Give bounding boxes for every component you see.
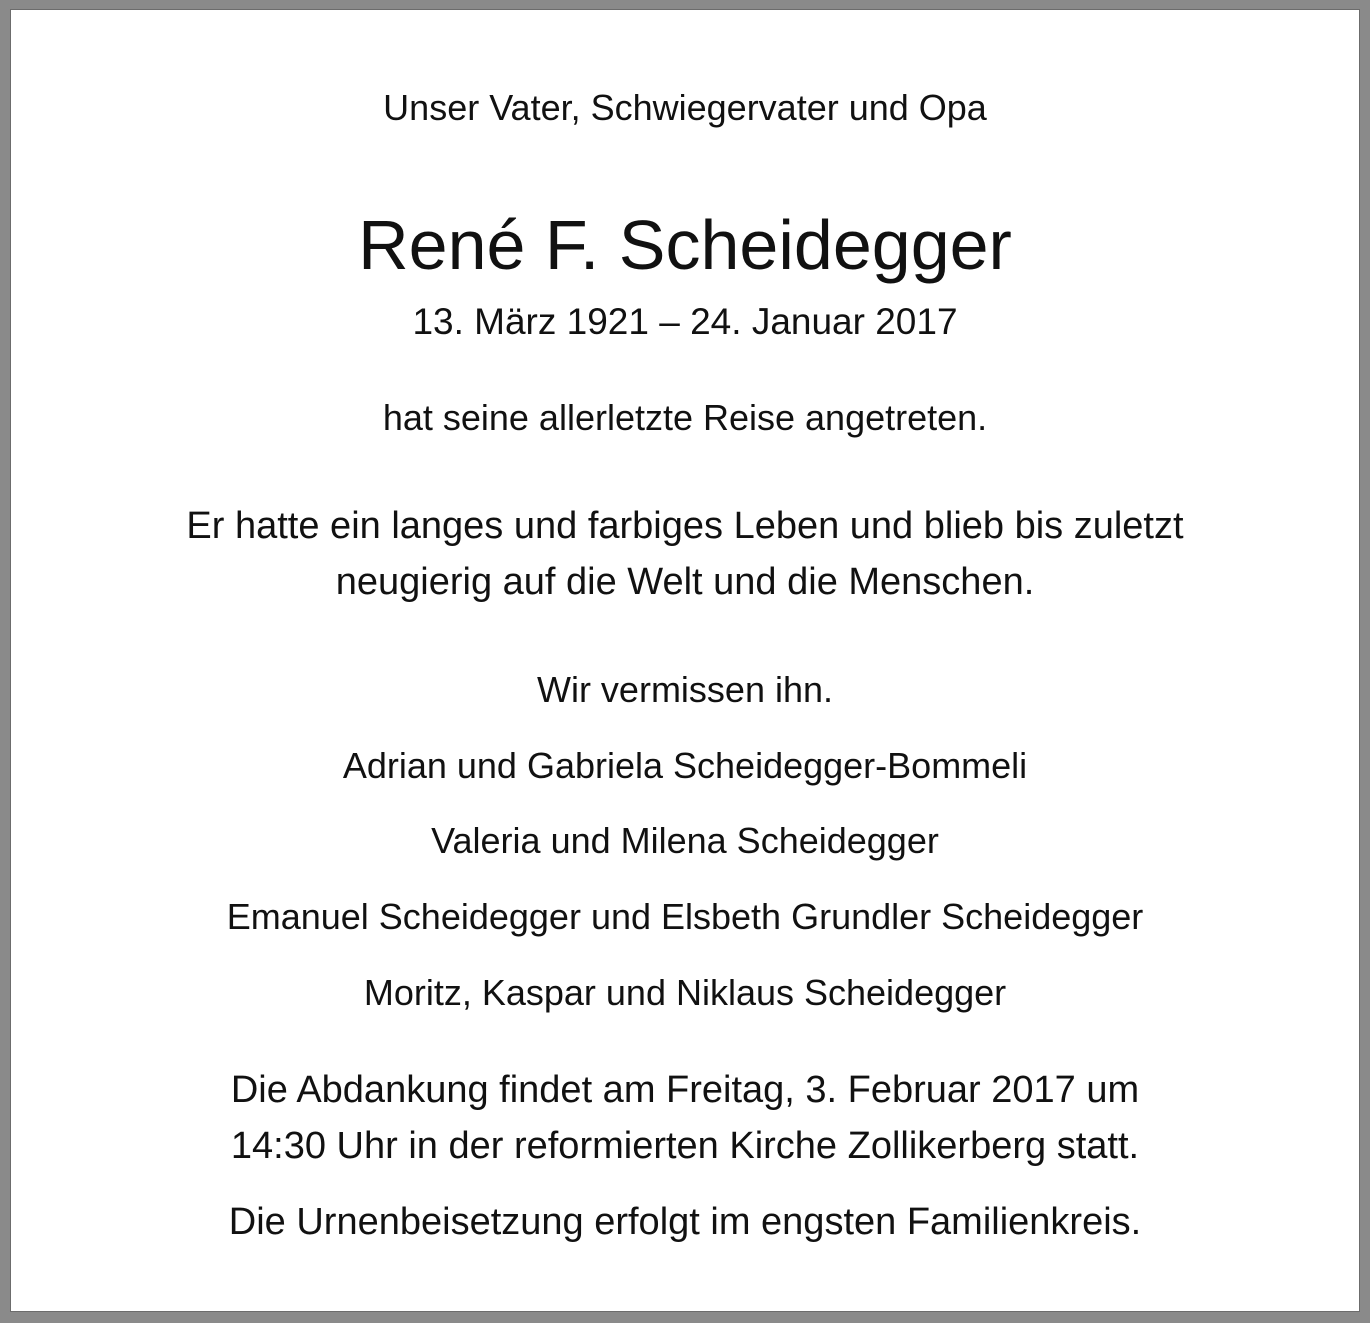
life-dates: 13. März 1921 – 24. Januar 2017: [412, 301, 958, 342]
miss-text: Wir vermissen ihn.: [536, 669, 834, 710]
family-line: Emanuel Scheidegger und Elsbeth Grundler Scheidegger: [226, 896, 1144, 937]
obituary-card: [10, 9, 1360, 1312]
service-text-line1: Die Abdankung findet am Freitag, 3. Februar 2017 um: [230, 1069, 1140, 1111]
life-text-line1: Er hatte ein langes und farbiges Leben und blieb bis zuletzt: [186, 505, 1184, 547]
life-text-line2: neugierig auf die Welt und die Menschen.: [335, 561, 1035, 603]
family-line: Adrian und Gabriela Scheidegger-Bommeli: [342, 745, 1028, 786]
family-line: Valeria und Milena Scheidegger: [431, 820, 939, 861]
service-text-line2: 14:30 Uhr in der reformierten Kirche Zollikerberg statt.: [230, 1125, 1140, 1167]
burial-text: Die Urnenbeisetzung erfolgt im engsten Familienkreis.: [228, 1201, 1142, 1243]
family-line: Moritz, Kaspar und Niklaus Scheidegger: [363, 972, 1007, 1013]
intro-text: Unser Vater, Schwiegervater und Opa: [383, 87, 987, 128]
deceased-name: René F. Scheidegger: [358, 206, 1012, 284]
journey-text: hat seine allerletzte Reise angetreten.: [382, 397, 988, 438]
